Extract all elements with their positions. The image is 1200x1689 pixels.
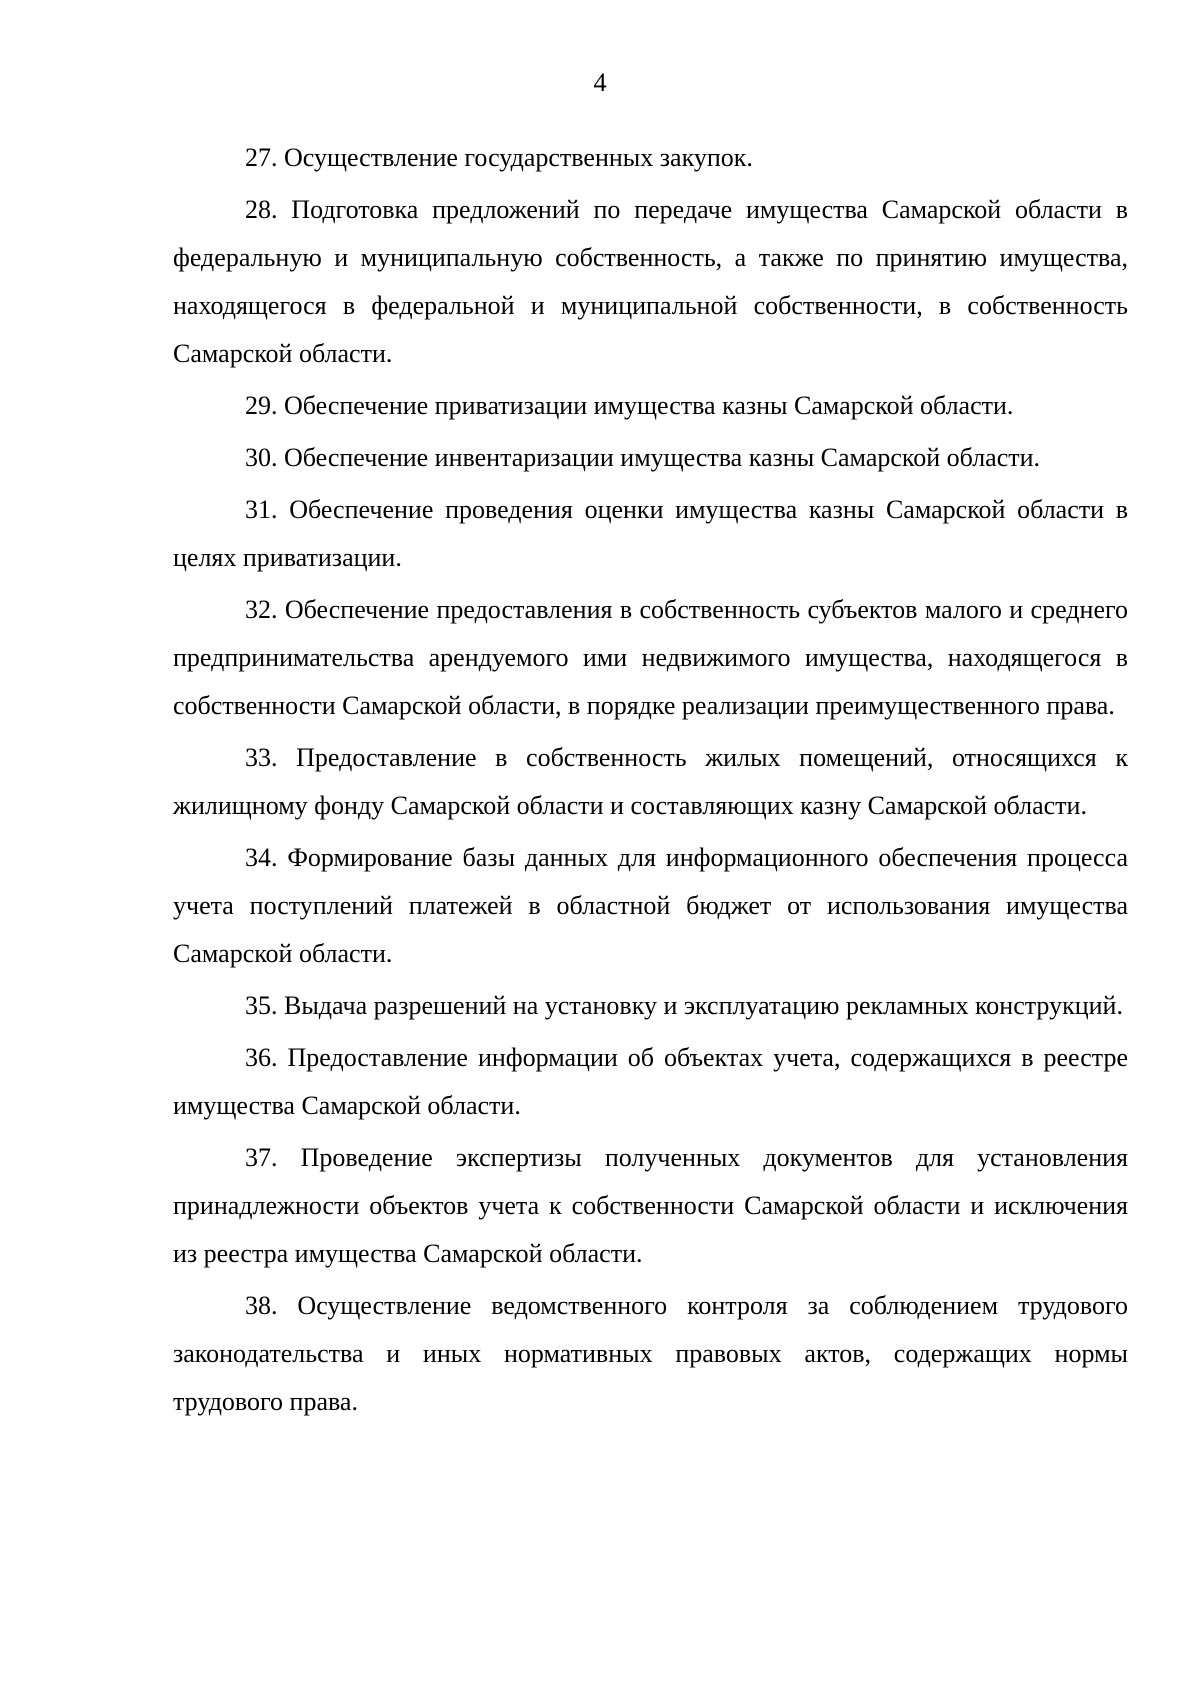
list-item-33: 33. Предоставление в собственность жилых помещений, относящихся к жилищному фонду Самарской области и составляющих казну Самарской области. xyxy=(173,743,1128,820)
list-item-28: 28. Подготовка предложений по передаче имущества Самарской области в федеральную и муниципальную собственность, а также по принятию имущества, находящегося в федеральной и муниципальной собственности, в собственность Самарской области. xyxy=(173,195,1128,368)
list-item-35: 35. Выдача разрешений на установку и эксплуатацию рекламных конструкций. xyxy=(245,991,1123,1020)
list-item-29: 29. Обеспечение приватизации имущества казны Самарской области. xyxy=(245,391,1014,420)
document-body xyxy=(173,134,1128,1430)
list-item-27: 27. Осуществление государственных закупок. xyxy=(245,143,753,172)
list-item-34: 34. Формирование базы данных для информационного обеспечения процесса учета поступлений платежей в областной бюджет от использования имущества Самарской области. xyxy=(173,843,1128,968)
list-item-31: 31. Обеспечение проведения оценки имущества казны Самарской области в целях приватизации. xyxy=(173,495,1128,572)
list-item-36: 36. Предоставление информации об объектах учета, содержащихся в реестре имущества Самарской области. xyxy=(173,1043,1128,1120)
list-item-38: 38. Осуществление ведомственного контроля за соблюдением трудового законодательства и иных нормативных правовых актов, содержащих нормы трудового права. xyxy=(173,1291,1128,1416)
list-item-30: 30. Обеспечение инвентаризации имущества казны Самарской области. xyxy=(245,443,1041,472)
list-item-32: 32. Обеспечение предоставления в собственность субъектов малого и среднего предпринимательства арендуемого ими недвижимого имущества, находящегося в собственности Самарской области, в порядке реализации преимущественного права. xyxy=(173,595,1128,720)
list-item-37: 37. Проведение экспертизы полученных документов для установления принадлежности объектов учета к собственности Самарской области и исключения из реестра имущества Самарской области. xyxy=(173,1143,1128,1268)
page-number: 4 xyxy=(593,68,607,97)
